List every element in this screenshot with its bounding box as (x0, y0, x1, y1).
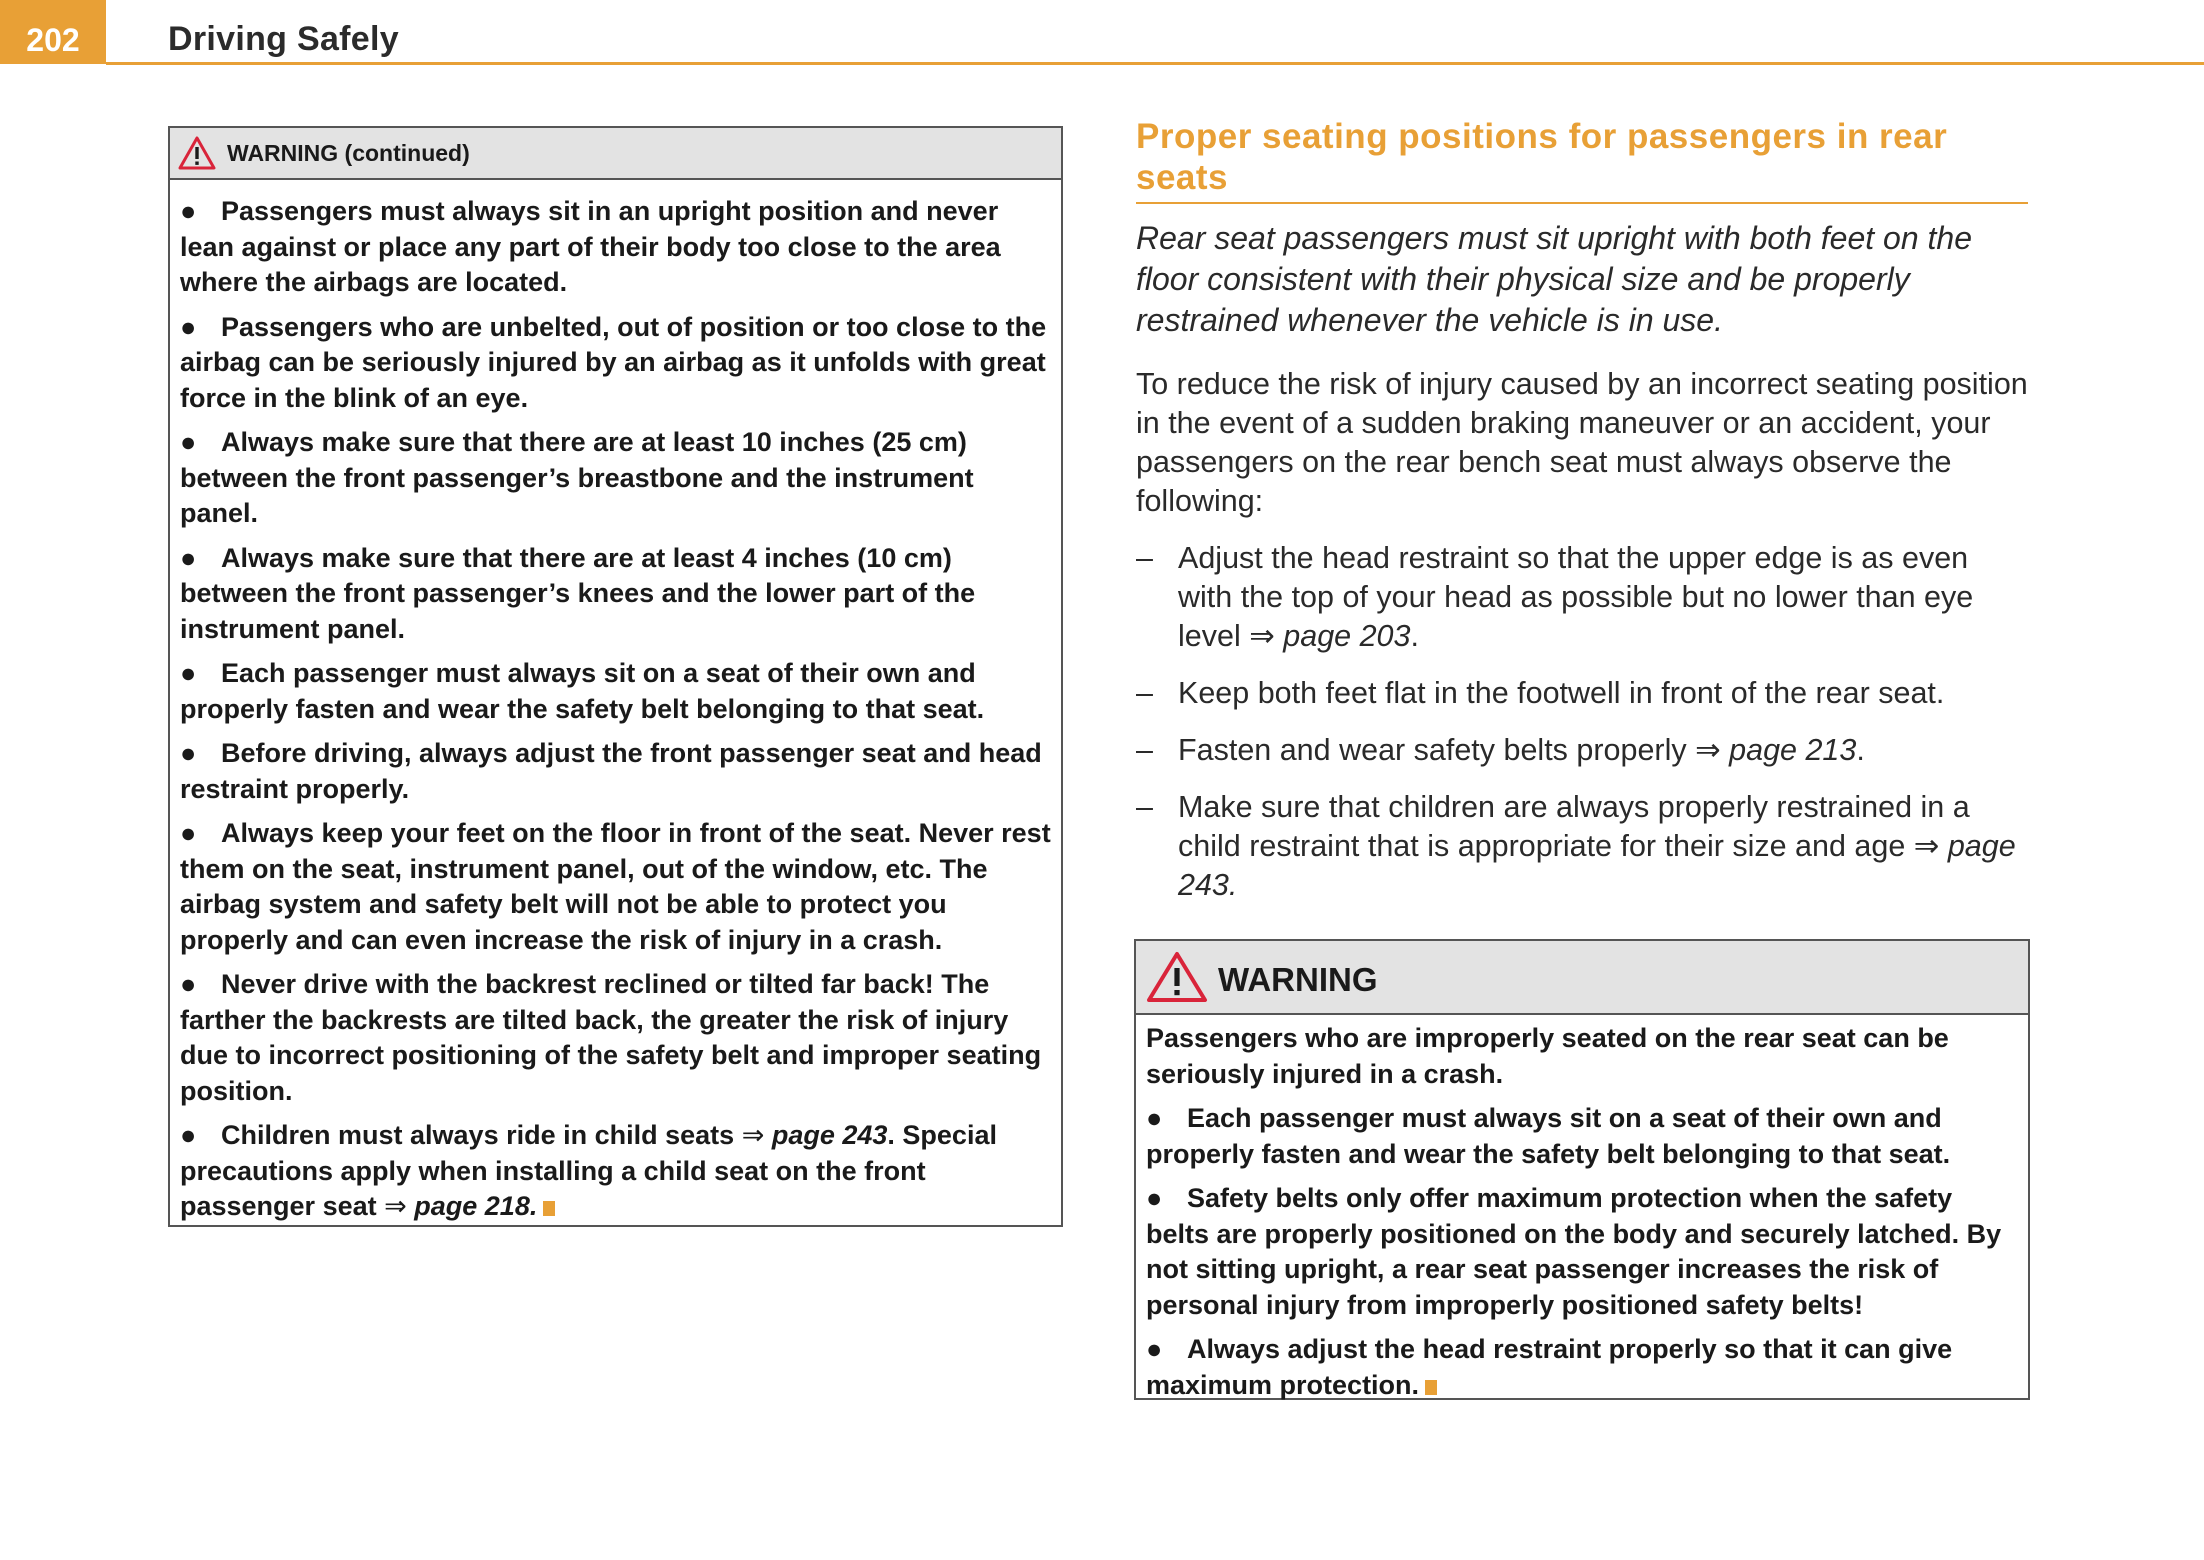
page-reference-link[interactable] (1695, 733, 1856, 767)
page-number: 202 (26, 22, 80, 58)
heading-rule (1136, 202, 2028, 204)
warning-bullet-text: Always keep your feet on the floor in front of the seat. Never rest them on the seat, instrument panel, out of the window, etc. The airbag system and safety belt will not be able to protect you properly and can even increase the risk of injury in a crash. (180, 818, 1051, 955)
warning-bullet-text: Each passenger must always sit on a seat of their own and properly fasten and wear the safety belt belonging to that seat. (180, 658, 985, 724)
page-reference-text: page 218 (414, 1191, 530, 1221)
page-reference-link[interactable] (1249, 619, 1410, 653)
bullet-marker: ● (180, 311, 197, 342)
bullet-marker: ● (180, 818, 197, 848)
instruction-item (1136, 539, 2028, 656)
section-intro: Rear seat passengers must sit upright with both feet on the floor consistent with their physical size and be properly restrained whenever the vehicle is in use. (1136, 220, 1973, 338)
bullet-marker: ● (180, 969, 197, 999)
section-body: To reduce the risk of injury caused by an incorrect seating position in the event of a sudden braking maneuver or an accident, your passengers on the rear bench seat must always observe the following: (1136, 367, 2028, 518)
bullet-marker: ● (180, 196, 197, 226)
warning-title: WARNING (continued) (227, 140, 470, 166)
warning-body (1136, 1015, 2028, 1403)
dash-marker: – (1136, 733, 1153, 767)
arrow-right-icon: ⇒ (1695, 733, 1721, 767)
bullet-marker: ● (180, 542, 197, 573)
instruction-text: Keep both feet flat in the footwell in front of the rear seat. (1178, 676, 1945, 710)
warning-bullet (180, 1118, 1051, 1225)
page-reference-link[interactable] (384, 1191, 530, 1221)
warning-box-header (170, 128, 1061, 180)
warning-bullet (180, 425, 1051, 532)
warning-bullet (180, 967, 1051, 1109)
bullet-marker: ● (180, 1120, 197, 1150)
warning-bullet-text: Always make sure that there are at least 4 inches (10 cm) between the front passenger’s knees and the lower part of the instrument panel. (180, 542, 976, 644)
page-reference-text: page 203 (1283, 619, 1411, 653)
header-rule (106, 62, 2204, 65)
instruction-text: Make sure that children are always properly restrained in a child restraint that is appropriate for their size and age (1178, 790, 1970, 863)
instruction-item (1136, 788, 2028, 905)
warning-bullet-text: Passengers must always sit in an upright position and never lean against or place any part of their body too close to the area where the airbags are located. (180, 196, 1001, 297)
instruction-text: . (1228, 868, 1238, 902)
warning-bullet-text: Children must always ride in child seats (221, 1120, 735, 1150)
arrow-right-icon: ⇒ (1913, 829, 1940, 863)
instruction-item (1136, 674, 2028, 713)
arrow-right-icon: ⇒ (384, 1191, 407, 1221)
warning-bullet-text: . Special precautions apply when installing a child seat on the front passenger seat (180, 1120, 997, 1221)
warning-bullet-text: Each passenger must always sit on a seat of their own and properly fasten and wear the safety belt belonging to that seat. (1146, 1103, 1951, 1169)
page-reference-text: page 213 (1729, 733, 1857, 767)
section-title: Driving Safely (168, 20, 399, 58)
warning-bullet-text: Before driving, always adjust the front passenger seat and head restraint properly. (180, 738, 1042, 804)
warning-bullet (180, 194, 1051, 301)
page-reference-text: page 243 (1178, 829, 2016, 902)
instruction-item (1136, 731, 2028, 770)
rear-seat-section (1136, 116, 2028, 905)
warning-box-rear-seat (1134, 939, 2030, 1400)
warning-triangle-icon (178, 136, 216, 170)
warning-bullet (1146, 1181, 2018, 1323)
arrow-right-icon: ⇒ (741, 1120, 765, 1150)
page-reference-link[interactable] (742, 1120, 888, 1150)
bullet-marker: ● (180, 427, 197, 457)
warning-triangle-icon (1146, 951, 1208, 1003)
instruction-text: Fasten and wear safety belts properly (1178, 733, 1687, 767)
instruction-text: Adjust the head restraint so that the upper edge is as even with the top of your head as possible but no lower than eye level (1178, 541, 1974, 653)
warning-bullet-text: . (529, 1191, 538, 1221)
warning-box-continued (168, 126, 1063, 1227)
dash-marker: – (1136, 541, 1153, 575)
warning-bullet-text: Always make sure that there are at least 10 inches (25 cm) between the front passenger’s breastbone and the instrument panel. (180, 427, 974, 528)
bullet-marker: ● (180, 658, 197, 688)
warning-bullet (180, 816, 1051, 958)
instruction-text: . (1410, 619, 1419, 653)
warning-bullet-text: Safety belts only offer maximum protection when the safety belts are properly positioned on the body and securely latched. By not sitting upright, a rear seat passenger increases the risk of personal injury from improperly positioned safety belts! (1146, 1183, 2002, 1320)
warning-bullet-text: Always adjust the head restraint properly so that it can give maximum protection. (1146, 1334, 1953, 1400)
warning-bullet (1146, 1332, 2018, 1403)
dash-marker: – (1136, 790, 1153, 824)
instruction-text: . (1856, 733, 1865, 767)
warning-bullet-text: Passengers who are unbelted, out of position or too close to the airbag can be seriously injured by an airbag as it unfolds with great force in the blink of an eye. (180, 311, 1047, 413)
end-of-section-marker (543, 1201, 555, 1216)
warning-bullet (180, 310, 1051, 417)
end-of-section-marker (1425, 1380, 1437, 1395)
warning-bullet (180, 541, 1051, 648)
arrow-right-icon: ⇒ (1249, 619, 1275, 653)
bullet-marker: ● (1146, 1103, 1163, 1133)
warning-box-header (1136, 941, 2028, 1015)
bullet-marker: ● (1146, 1334, 1163, 1364)
section-heading: Proper seating positions for passengers in rear seats (1136, 117, 1948, 197)
warning-bullet-text: Never drive with the backrest reclined or tilted far back! The farther the backrests are tilted back, the greater the risk of injury due to incorrect positioning of the safety belt and improper seating position. (180, 969, 1042, 1106)
warning-body (170, 180, 1061, 1225)
bullet-marker: ● (1146, 1183, 1163, 1213)
warning-intro: Passengers who are improperly seated on the rear seat can be seriously injured in a crash. (1146, 1023, 1949, 1089)
warning-bullet (180, 656, 1051, 727)
warning-bullet (180, 736, 1051, 807)
page-number-tab (0, 0, 106, 64)
dash-marker: – (1136, 676, 1153, 710)
warning-bullet (1146, 1101, 2018, 1172)
page-reference-text: page 243 (771, 1120, 888, 1150)
warning-title: WARNING (1218, 961, 1378, 998)
bullet-marker: ● (180, 738, 197, 768)
page-header (0, 0, 2204, 66)
